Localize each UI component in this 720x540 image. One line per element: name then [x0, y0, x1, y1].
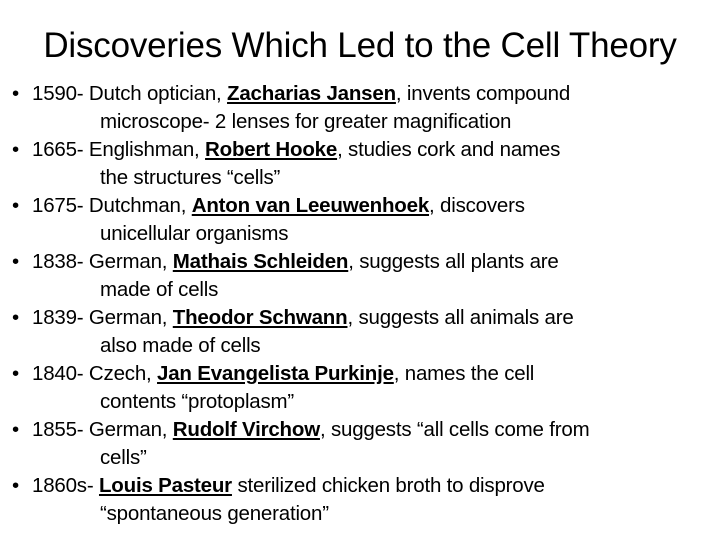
bullet-dot: •: [12, 362, 19, 385]
scientist-name: Jan Evangelista Purkinje: [157, 362, 394, 385]
bullet-continuation: unicellular organisms: [100, 222, 289, 245]
bullet-text: , suggests “all cells come from: [319, 418, 590, 441]
scientist-name: Rudolf Virchow: [172, 418, 320, 441]
slide-title: Discoveries Which Led to the Cell Theory: [43, 26, 677, 65]
bullet-continuation: made of cells: [100, 278, 219, 301]
bullet-item: [12, 248, 712, 304]
bullet-continuation: also made of cells: [100, 334, 261, 357]
bullet-item: [12, 80, 712, 136]
bullet-list: [12, 80, 712, 528]
bullet-text: 1855- German,: [32, 418, 173, 441]
bullet-dot: •: [12, 474, 19, 497]
bullet-item: [12, 416, 712, 472]
bullet-item: [12, 304, 712, 360]
scientist-name: Mathais Schleiden: [172, 250, 349, 273]
bullet-continuation: microscope- 2 lenses for greater magnification: [100, 110, 512, 133]
bullet-item: [12, 472, 712, 528]
bullet-text: 1860s-: [32, 474, 99, 497]
bullet-continuation: “spontaneous generation”: [100, 502, 329, 525]
bullet-continuation: the structures “cells”: [100, 166, 281, 189]
bullet-text: , suggests all plants are: [348, 250, 559, 273]
scientist-name: Anton van Leeuwenhoek: [191, 194, 430, 217]
bullet-item: [12, 136, 712, 192]
scientist-name: Robert Hooke: [205, 138, 338, 161]
scientist-name: Zacharias Jansen: [227, 82, 396, 105]
bullet-text: 1839- German,: [32, 306, 173, 329]
bullet-text: , studies cork and names: [337, 138, 561, 161]
bullet-dot: •: [12, 250, 19, 273]
bullet-text: 1590- Dutch optician,: [32, 82, 228, 105]
scientist-name: Louis Pasteur: [98, 474, 232, 497]
bullet-dot: •: [12, 418, 19, 441]
bullet-dot: •: [12, 82, 19, 105]
bullet-text: , names the cell: [393, 362, 535, 385]
bullet-text: , discovers: [429, 194, 525, 217]
bullet-continuation: contents “protoplasm”: [100, 390, 295, 413]
scientist-name: Theodor Schwann: [172, 306, 348, 329]
bullet-text: sterilized chicken broth to disprove: [231, 474, 545, 497]
bullet-item: [12, 360, 712, 416]
bullet-text: , suggests all animals are: [347, 306, 574, 329]
bullet-dot: •: [12, 138, 19, 161]
bullet-text: , invents compound: [395, 82, 571, 105]
bullet-dot: •: [12, 194, 19, 217]
bullet-text: 1675- Dutchman,: [32, 194, 192, 217]
bullet-text: 1840- Czech,: [32, 362, 158, 385]
bullet-dot: •: [12, 306, 19, 329]
bullet-text: 1665- Englishman,: [32, 138, 206, 161]
bullet-text: 1838- German,: [32, 250, 173, 273]
bullet-item: [12, 192, 712, 248]
bullet-continuation: cells”: [100, 446, 147, 469]
